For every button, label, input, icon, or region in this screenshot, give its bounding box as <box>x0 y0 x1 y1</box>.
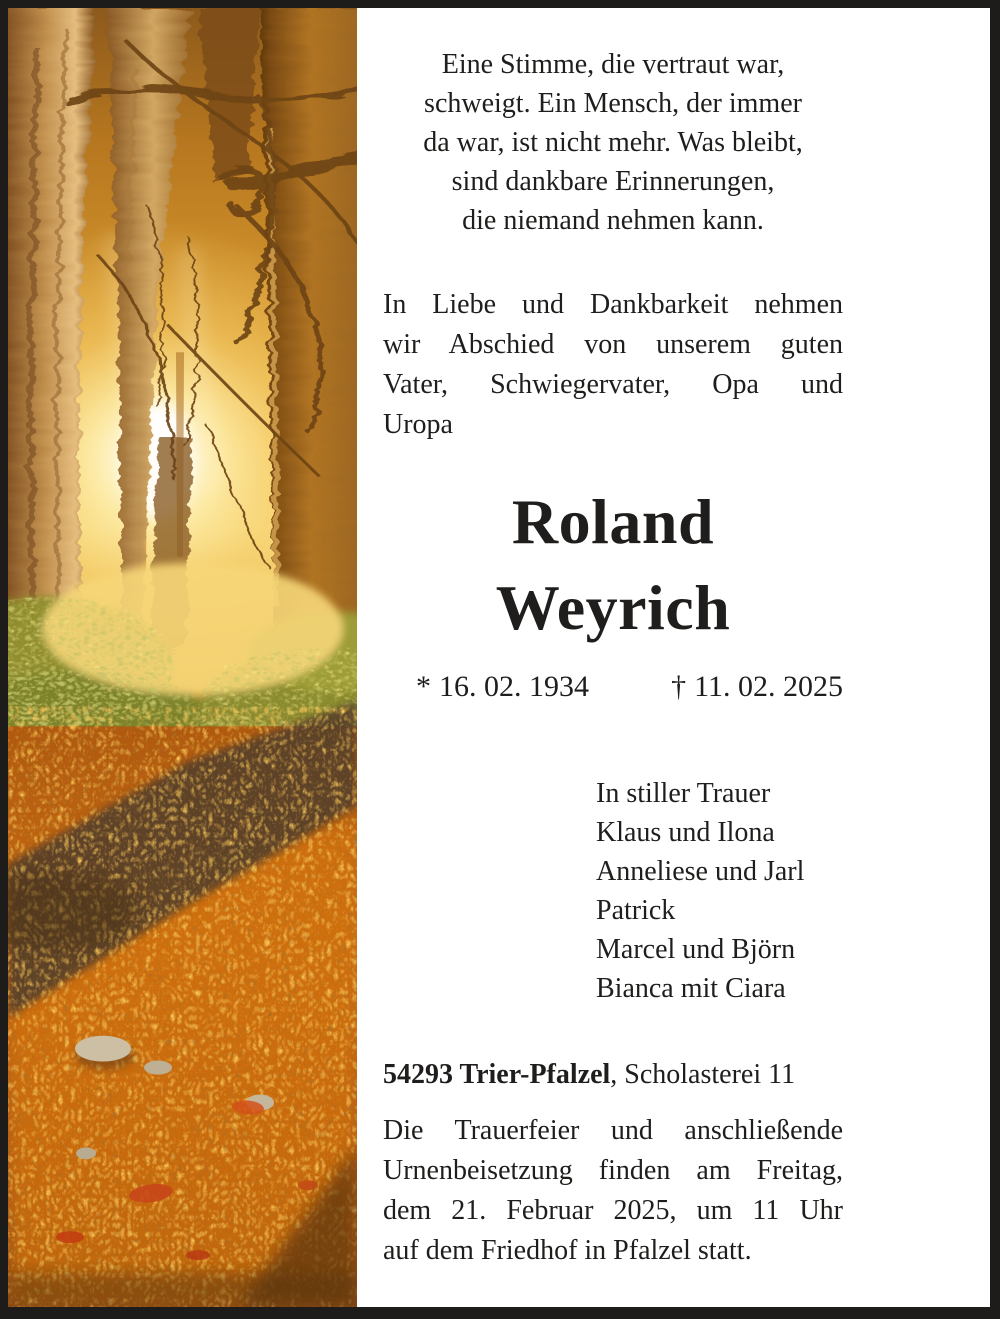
farewell-line: Uropa <box>383 409 453 440</box>
death-date <box>671 665 843 708</box>
mourner-line: Marcel und Björn <box>596 934 796 965</box>
address-city: 54293 Trier-Pfalzel <box>383 1059 611 1090</box>
deceased-last-name: Weyrich <box>495 572 731 643</box>
death-cross-symbol: † <box>671 670 687 703</box>
address-street: , Scholasterei 11 <box>610 1059 796 1090</box>
verse-line: da war, ist nicht mehr. Was bleibt, <box>423 127 803 158</box>
deceased-first-name: Roland <box>511 486 715 557</box>
birth-date <box>416 665 589 708</box>
verse-line: sind dankbare Erinnerungen, <box>451 166 775 197</box>
forest-path-photo <box>8 8 357 1307</box>
funeral-line: auf dem Friedhof in Pfalzel statt. <box>383 1235 752 1266</box>
notice-text-column <box>357 8 990 1307</box>
mourners-heading: In stiller Trauer <box>596 778 771 809</box>
farewell-line: wir Abschied von unserem guten <box>383 329 843 360</box>
death-date-value: 11. 02. 2025 <box>694 670 843 703</box>
verse-line: die niemand nehmen kann. <box>462 205 764 236</box>
mourner-line: Patrick <box>596 895 676 926</box>
verse-line: schweigt. Ein Mensch, der immer <box>424 88 802 119</box>
memorial-verse <box>383 45 843 240</box>
funeral-details <box>383 1111 843 1271</box>
funeral-line: dem 21. Februar 2025, um 11 Uhr <box>383 1195 843 1226</box>
birth-star-symbol: * <box>416 670 431 703</box>
forest-path-illustration <box>8 8 357 1307</box>
mourner-line: Anneliese und Jarl <box>596 856 805 887</box>
farewell-line: In Liebe und Dankbarkeit nehmen <box>383 289 843 320</box>
mourner-line: Klaus und Ilona <box>596 817 775 848</box>
deceased-name <box>383 479 843 651</box>
birth-date-value: 16. 02. 1934 <box>439 670 589 703</box>
address-line <box>383 1055 843 1095</box>
funeral-line: Urnenbeisetzung finden am Freitag, <box>383 1155 843 1186</box>
farewell-line: Vater, Schwiegervater, Opa und <box>383 369 843 400</box>
mourner-line: Bianca mit Ciara <box>596 973 786 1004</box>
verse-line: Eine Stimme, die vertraut war, <box>441 49 785 80</box>
life-dates <box>383 665 843 708</box>
farewell-paragraph <box>383 285 843 445</box>
mourners-block <box>383 774 843 1008</box>
leaf-ground <box>8 701 357 1307</box>
funeral-line: Die Trauerfeier und anschließende <box>383 1115 843 1146</box>
